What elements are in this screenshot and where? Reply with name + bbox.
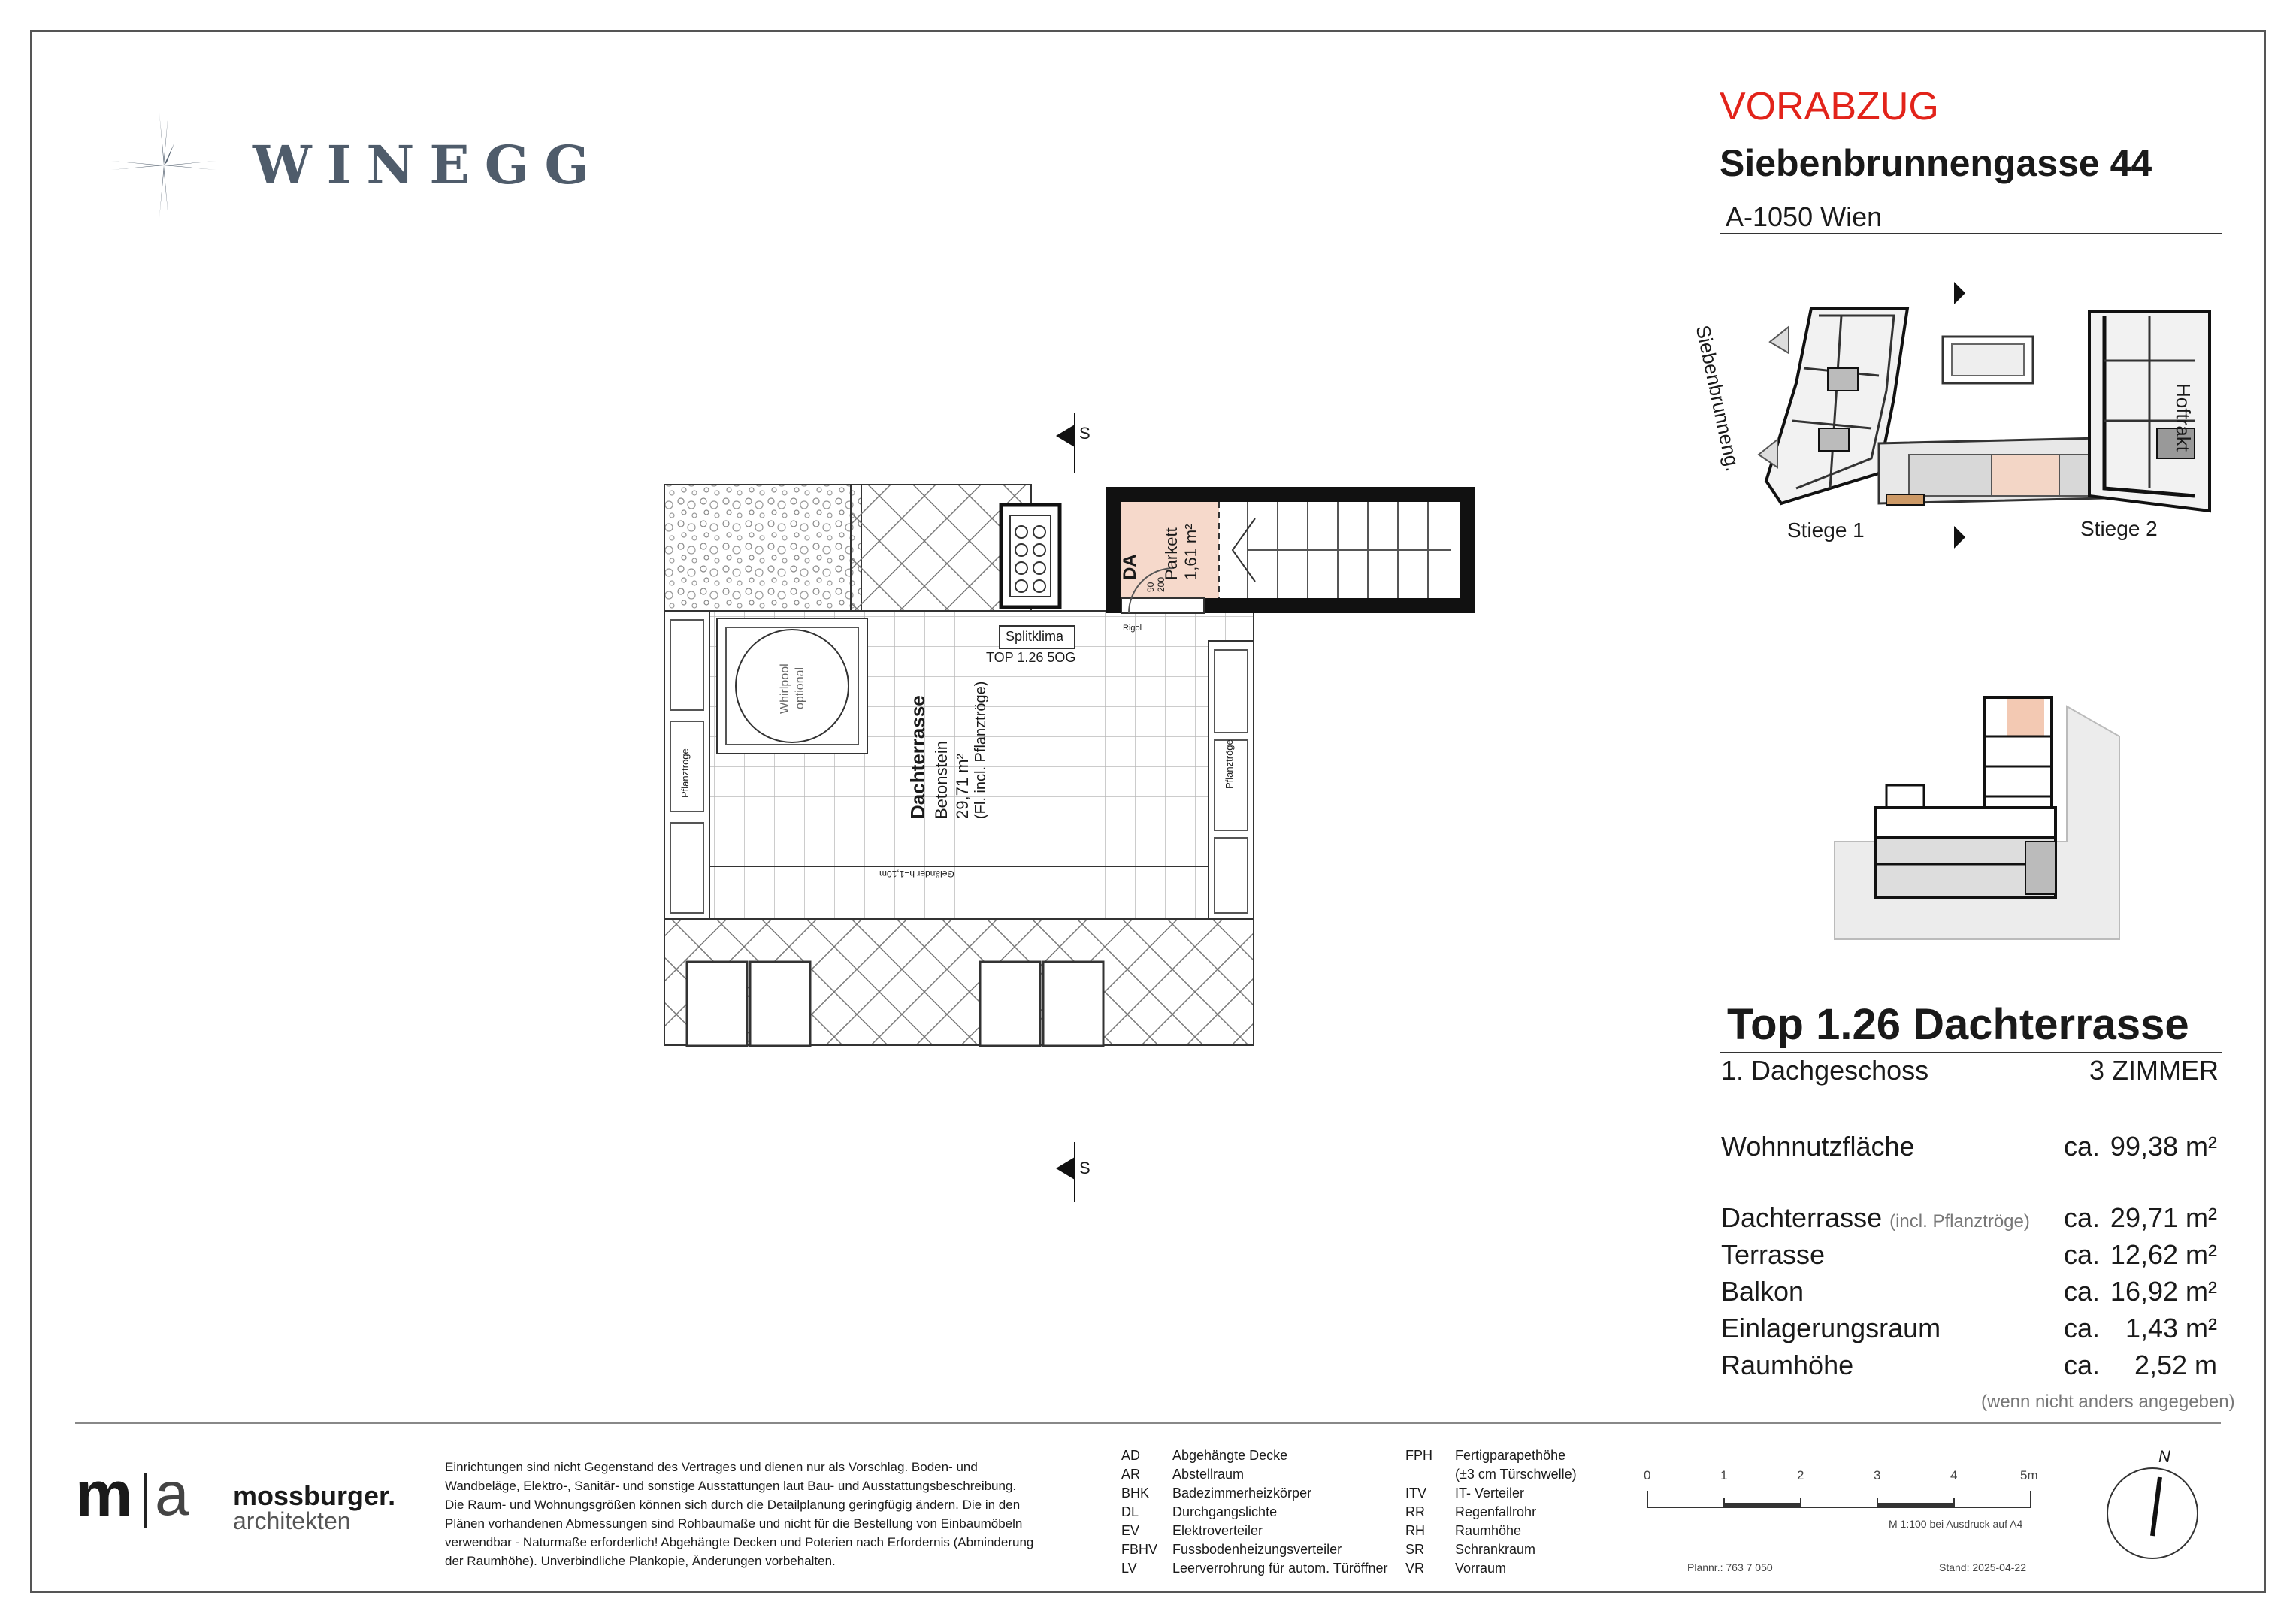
area-label: Dachterrasse	[1721, 1202, 1883, 1233]
stair-2-label: Stiege 2	[2080, 517, 2158, 540]
section-mark-bottom: S	[1079, 1159, 1091, 1177]
street-address: Siebenbrunnengasse 44	[1720, 142, 2152, 184]
legend-text: Leerverrohrung für autom. Türöffner	[1172, 1561, 1388, 1576]
header-rule	[1720, 233, 2222, 234]
legend-code: FBHV	[1121, 1542, 1158, 1557]
area-row	[1721, 1349, 2217, 1386]
disclaimer-line: der Raumhöhe). Unverbindliche Plankopie, Änderungen vorbehalten.	[445, 1554, 836, 1568]
area-ca: ca.	[2064, 1131, 2101, 1162]
disclaimer-line: Wandbeläge, Elektro-, Sanitär- und sonstige Ausstattungen laut Bau- und Ausstattungsbeschreibung.	[445, 1479, 1017, 1493]
legend-text: Schrankraum	[1455, 1542, 1536, 1557]
legend-text: Regenfallrohr	[1455, 1504, 1537, 1519]
north-arrow	[2104, 1443, 2210, 1563]
legend-row	[1121, 1484, 1388, 1503]
legend-text: Badezimmerheizkörper	[1172, 1485, 1312, 1501]
scale-note: M 1:100 bei Ausdruck auf A4	[1889, 1518, 2023, 1530]
legend-row	[1121, 1522, 1388, 1540]
area-value: 29,71 m²	[2110, 1202, 2217, 1233]
legend-text: IT- Verteiler	[1455, 1485, 1525, 1501]
legend-code	[1405, 1465, 1455, 1484]
legend-code: EV	[1121, 1523, 1140, 1538]
legend-row	[1405, 1484, 1577, 1503]
architect-mark-left: m	[75, 1458, 133, 1531]
key-plan-street-label: Siebenbrunneng.	[1691, 323, 1745, 473]
legend-right	[1405, 1446, 1577, 1578]
area-row	[1721, 1239, 2217, 1275]
planter-label-left: Pflanztröge	[679, 748, 691, 798]
scale-tick: 1	[1720, 1468, 1728, 1482]
legend-row	[1405, 1465, 1577, 1484]
area-label-suffix: (incl. Pflanztröge)	[1889, 1211, 2030, 1232]
legend-code: SR	[1405, 1542, 1425, 1557]
area-value: 2,52 m	[2134, 1349, 2217, 1380]
terrace-note: (Fl. incl. Pflanztröge)	[973, 681, 989, 819]
legend-text: Abstellraum	[1172, 1467, 1245, 1482]
area-ca: ca.	[2064, 1239, 2101, 1270]
railing-note: Geländer h=1,10m	[879, 869, 954, 879]
legend-code: DL	[1121, 1504, 1139, 1519]
city: A-1050 Wien	[1726, 201, 1883, 232]
disclaimer-line: verwendbar - Naturmaße erforderlich! Abgehängte Decken und Poterien nach Erfordernis (Abminderung	[445, 1535, 1034, 1549]
legend-code: RH	[1405, 1523, 1425, 1538]
legend-text: Durchgangslichte	[1172, 1504, 1278, 1519]
section-thumbnail	[1834, 691, 2134, 947]
legend-code: FPH	[1405, 1448, 1432, 1463]
terrace-name: Dachterrasse	[906, 695, 929, 819]
stair-1-label: Stiege 1	[1787, 518, 1865, 542]
area-ca: ca.	[2064, 1202, 2101, 1233]
disclaimer-line: Einrichtungen sind nicht Gegenstand des Vertrages und dienen nur als Vorschlag. Boden- und	[445, 1460, 978, 1474]
area-label: Balkon	[1721, 1276, 1804, 1307]
legend-row	[1405, 1522, 1577, 1540]
architect-mark-right: a	[155, 1460, 189, 1528]
storage-floor: Parkett	[1162, 527, 1181, 580]
unit-title: Top 1.26 Dachterrasse	[1727, 1000, 2189, 1049]
area-ca: ca.	[2064, 1313, 2101, 1343]
legend-left	[1121, 1446, 1388, 1578]
area-ca: ca.	[2064, 1349, 2101, 1380]
area-value: 12,62 m²	[2110, 1239, 2217, 1270]
area-row	[1721, 1202, 2217, 1238]
planter-label-right: Pflanztröge	[1224, 739, 1235, 789]
area-value: 16,92 m²	[2110, 1276, 2217, 1307]
brand-name: WINEGG	[253, 134, 605, 196]
key-plan	[1668, 270, 2240, 556]
storage-area: 1,61 m²	[1181, 524, 1200, 580]
ac-ref: TOP 1.26 5OG	[986, 650, 1076, 665]
area-label: Einlagerungsraum	[1721, 1313, 1941, 1343]
architect-logo	[75, 1458, 421, 1548]
legend-code: AD	[1121, 1448, 1141, 1463]
legend-row	[1405, 1446, 1577, 1465]
storage-dim-h: 200	[1156, 576, 1166, 592]
unit-rooms: 3 ZIMMER	[2089, 1055, 2219, 1086]
area-ca: ca.	[2064, 1276, 2101, 1307]
legend-code: AR	[1121, 1467, 1141, 1482]
legend-text: Raumhöhe	[1455, 1523, 1522, 1538]
legend-text: Fertigparapethöhe	[1455, 1448, 1566, 1463]
status-label: VORABZUG	[1720, 85, 1939, 128]
scale-bar	[1638, 1465, 2059, 1573]
whirlpool-label: Whirlpool	[779, 663, 791, 714]
legend-text: Vorraum	[1455, 1561, 1507, 1576]
section-mark-top: S	[1079, 424, 1091, 443]
legend-row	[1405, 1503, 1577, 1522]
scale-tick: 0	[1644, 1468, 1651, 1482]
legend-text: Elektroverteiler	[1172, 1523, 1263, 1538]
storage-code: DA	[1120, 554, 1140, 580]
ac-label: Splitklima	[1006, 629, 1064, 644]
area-label: Wohnnutzfläche	[1721, 1131, 1915, 1162]
legend-row	[1121, 1559, 1388, 1578]
area-label: Terrasse	[1721, 1239, 1826, 1270]
legend-row	[1405, 1540, 1577, 1559]
architect-name: mossburger.	[233, 1480, 396, 1511]
area-row	[1721, 1313, 2217, 1349]
legend-code: RR	[1405, 1504, 1425, 1519]
area-value: 99,38 m²	[2110, 1131, 2217, 1162]
north-label: N	[2158, 1447, 2170, 1466]
area-label: Raumhöhe	[1721, 1349, 1854, 1380]
unit-floor: 1. Dachgeschoss	[1721, 1055, 1929, 1086]
storage-dim-w: 90	[1145, 582, 1156, 592]
legend-text: Fussbodenheizungsverteiler	[1172, 1542, 1342, 1557]
area-row-living	[1721, 1131, 2217, 1167]
legend-code: LV	[1121, 1561, 1137, 1576]
disclaimer-line: Die Raum- und Wohnungsgrößen können sich durch die Detailplanung geringfügig ändern. Die in den	[445, 1498, 1021, 1512]
footer-rule	[75, 1422, 2221, 1424]
area-value: 1,43 m²	[2125, 1313, 2217, 1343]
key-plan-courtyard-label: Hoftrakt	[2172, 383, 2195, 452]
legend-row	[1121, 1503, 1388, 1522]
scale-tick: 2	[1797, 1468, 1804, 1482]
terrace-area: 29,71 m²	[953, 754, 972, 819]
plan-date: Stand: 2025-04-22	[1939, 1561, 2026, 1573]
legend-code: ITV	[1405, 1485, 1427, 1501]
legend-row	[1405, 1559, 1577, 1578]
architect-sub: architekten	[233, 1507, 351, 1534]
legend-row	[1121, 1465, 1388, 1484]
legend-row	[1121, 1540, 1388, 1559]
scale-tick: 4	[1950, 1468, 1958, 1482]
area-note: (wenn nicht anders angegeben)	[1981, 1392, 2235, 1412]
disclaimer	[445, 1458, 1061, 1570]
floor-plan	[654, 406, 1496, 1202]
compass-star-icon	[111, 113, 216, 218]
riser-label: Rigol	[1123, 624, 1142, 633]
scale-tick: 3	[1874, 1468, 1881, 1482]
whirlpool-label: optional	[794, 666, 806, 709]
disclaimer-line: Plänen vorhandenen Abmessungen sind Rohbaumaße und nicht für die Bestellung von Einbaumöbeln	[445, 1516, 1023, 1531]
area-row	[1721, 1276, 2217, 1312]
legend-text: Abgehängte Decke	[1172, 1448, 1288, 1463]
unit-rule	[1720, 1052, 2222, 1053]
terrace-floor: Betonstein	[932, 741, 951, 819]
architect-mark-divider	[144, 1473, 147, 1528]
legend-code: BHK	[1121, 1485, 1150, 1501]
plan-number: Plannr.: 763 7 050	[1687, 1561, 1773, 1573]
legend-code: VR	[1405, 1561, 1425, 1576]
legend-text: (±3 cm Türschwelle)	[1455, 1467, 1577, 1482]
legend-row	[1121, 1446, 1388, 1465]
scale-tick: 5m	[2020, 1468, 2038, 1482]
winegg-logo	[111, 113, 605, 218]
